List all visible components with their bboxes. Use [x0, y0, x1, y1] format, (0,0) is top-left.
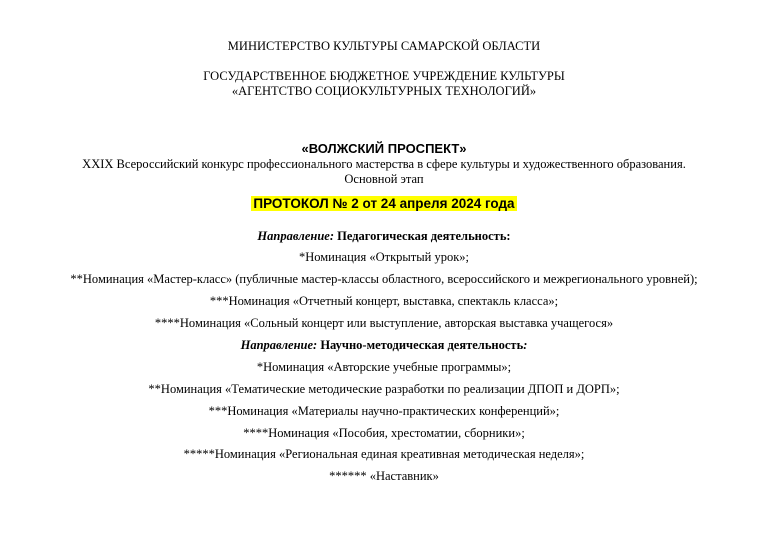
contest-name: «ВОЛЖСКИЙ ПРОСПЕКТ» [301, 141, 467, 156]
protocol-title: ПРОТОКОЛ № 2 от 24 апреля 2024 года [253, 196, 515, 211]
protocol-title-row [0, 196, 768, 211]
direction-name-suffix: : [523, 338, 528, 352]
nomination-item: **Номинация «Мастер-класс» (публичные мастер-классы областного, всероссийского и межрегионального уровней); [70, 272, 698, 286]
direction-prefix: Направление: [257, 229, 334, 243]
direction-heading-methodical [0, 338, 768, 353]
nomination-item: ****Номинация «Сольный концерт или выступление, авторская выставка учащегося» [154, 316, 614, 330]
institution-title-line1: ГОСУДАРСТВЕННОЕ БЮДЖЕТНОЕ УЧРЕЖДЕНИЕ КУЛЬТУРЫ [203, 69, 565, 83]
direction-heading-pedagogical [0, 229, 768, 244]
nomination-item: *Номинация «Авторские учебные программы»; [256, 360, 512, 374]
contest-stage: Основной этап [344, 172, 424, 186]
institution-title-line2: «АГЕНТСТВО СОЦИОКУЛЬТУРНЫХ ТЕХНОЛОГИЙ» [231, 84, 537, 98]
direction-name: Научно-методическая деятельность [320, 338, 524, 352]
contest-description: XXIX Всероссийский конкурс профессионального мастерства в сфере культуры и художественного образования. [82, 157, 686, 171]
nomination-item: **Номинация «Тематические методические разработки по реализации ДПОП и ДОРП»; [148, 382, 620, 396]
nomination-item: *****Номинация «Региональная единая креативная методическая неделя»; [183, 447, 585, 461]
direction-prefix: Направление: [240, 338, 318, 352]
direction-name: Педагогическая деятельность: [337, 229, 511, 243]
nomination-item: *Номинация «Открытый урок»; [298, 250, 470, 264]
nomination-item: ***Номинация «Отчетный концерт, выставка, спектакль класса»; [209, 294, 559, 308]
nomination-item: ***Номинация «Материалы научно-практических конференций»; [208, 404, 560, 418]
ministry-title: МИНИСТЕРСТВО КУЛЬТУРЫ САМАРСКОЙ ОБЛАСТИ [227, 39, 541, 53]
nomination-item: ****Номинация «Пособия, хрестоматии, сборники»; [243, 426, 525, 440]
nomination-item: ****** «Наставник» [329, 469, 439, 483]
